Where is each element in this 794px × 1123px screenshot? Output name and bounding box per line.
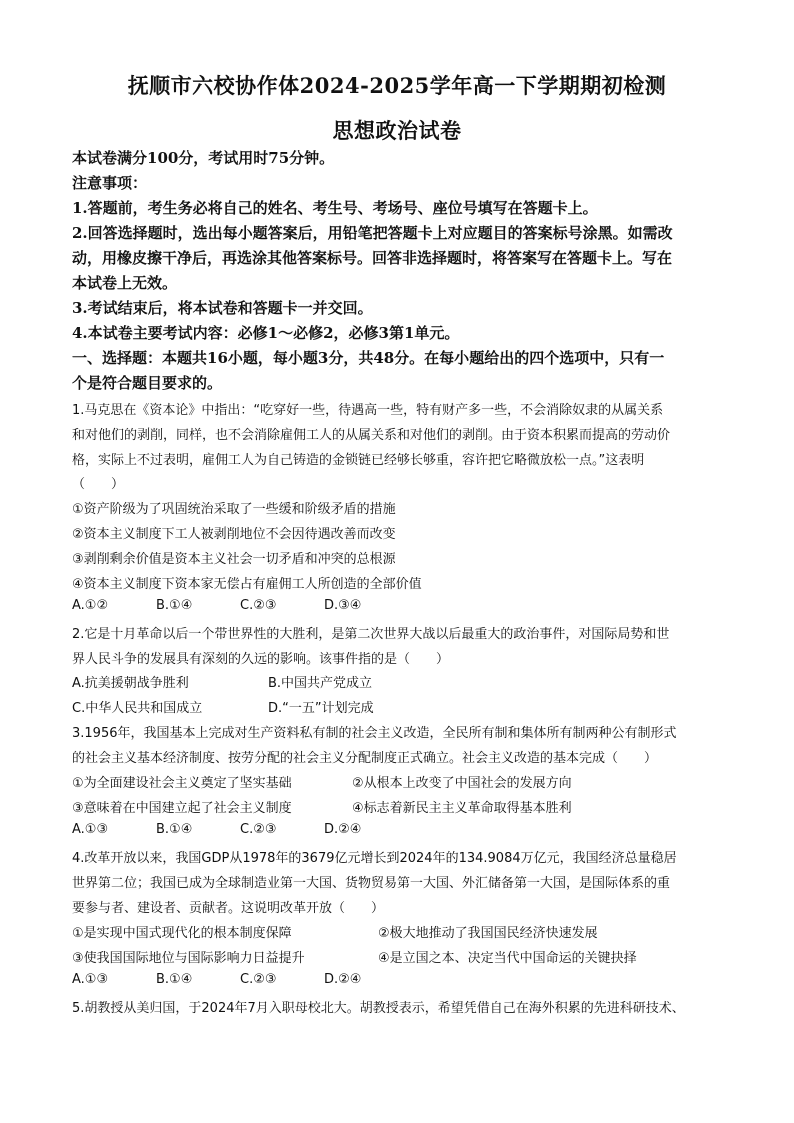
score-info: 本试卷满分100分，考试用时75分钟。 [72, 149, 335, 167]
exam-subtitle: 思想政治试卷 [332, 118, 462, 143]
q3-items-row1 [72, 772, 727, 791]
q3-options [72, 822, 727, 837]
q4-item: ①是实现中国式现代化的根本制度保障 [72, 926, 292, 941]
option-b: B.中国共产党成立 [268, 676, 373, 691]
option-c: C.②③ [240, 598, 277, 613]
q3-item: ③意味着在中国建立起了社会主义制度 [72, 801, 292, 816]
q1-item: ④资本主义制度下资本家无偿占有雇佣工人所创造的全部价值 [72, 577, 422, 592]
q4-item: ④是立国之本、决定当代中国命运的关键抉择 [378, 951, 637, 966]
notice-item-2: 2.回答选择题时，选出每小题答案后，用铅笔把答题卡上对应题目的答案标号涂黑。如需改 [72, 224, 673, 242]
notice-item-2-cont: 本试卷上无效。 [72, 274, 178, 292]
option-a: A.①③ [72, 972, 109, 987]
option-b: B.①④ [156, 972, 193, 987]
notice-item-3: 3.考试结束后，将本试卷和答题卡一并交回。 [72, 299, 373, 317]
q4-stem: 要参与者、建设者、贡献者。这说明改革开放（ ） [72, 901, 385, 916]
q1-stem: 1.马克思在《资本论》中指出：“吃穿好一些，待遇高一些，特有财产多一些，不会消除奴隶的从属关系 [72, 403, 664, 418]
q4-items-row2 [72, 947, 727, 966]
notice-heading: 注意事项： [72, 174, 148, 192]
option-d: D.③④ [324, 598, 362, 613]
option-a: A.抗美援朝战争胜利 [72, 676, 189, 691]
q2-stem: 界人民斗争的发展具有深刻的久远的影响。该事件指的是（ ） [72, 652, 450, 667]
q4-item: ②极大地推动了我国国民经济快速发展 [378, 926, 598, 941]
option-d: D.②④ [324, 822, 362, 837]
q1-item: ①资产阶级为了巩固统治采取了一些缓和阶级矛盾的措施 [72, 502, 396, 517]
notice-item-2-cont: 动，用橡皮擦干净后，再选涂其他答案标号。回答非选择题时，将答案写在答题卡上。写在 [72, 249, 673, 267]
exam-title: 抚顺市六校协作体2024-2025学年高一下学期期初检测 [127, 73, 667, 98]
q4-item: ③使我国国际地位与国际影响力日益提升 [72, 951, 305, 966]
option-c: C.中华人民共和国成立 [72, 701, 203, 716]
q3-stem: 的社会主义基本经济制度、按劳分配的社会主义分配制度正式确立。社会主义改造的基本完成（ ） [72, 751, 658, 766]
q5-stem: 5.胡教授从美归国，于2024年7月入职母校北大。胡教授表示，希望凭借自己在海外积累的先进科研技术、 [72, 1001, 685, 1016]
option-d: D.“一五”计划完成 [268, 701, 374, 716]
q1-stem: 格，实际上不过表明，雇佣工人为自己铸造的金锁链已经够长够重，容许把它略微放松一点。”这表明 [72, 453, 645, 468]
q4-items-row1 [72, 922, 727, 941]
q4-stem: 4.改革开放以来，我国GDP从1978年的3679亿元增长到2024年的134.9084万亿元，我国经济总量稳居 [72, 851, 677, 866]
option-c: C.②③ [240, 972, 277, 987]
option-a: A.①③ [72, 822, 109, 837]
option-b: B.①④ [156, 822, 193, 837]
q1-options [72, 598, 727, 613]
q2-options-row2 [72, 697, 727, 716]
q1-item: ②资本主义制度下工人被剥削地位不会因待遇改善而改变 [72, 527, 396, 542]
section-heading: 一、选择题：本题共16小题，每小题3分，共48分。在每小题给出的四个选项中，只有一 [72, 349, 665, 367]
notice-item-4: 4.本试卷主要考试内容：必修1～必修2，必修3第1单元。 [72, 324, 460, 342]
q1-stem: 和对他们的剥削，同样，也不会消除雇佣工人的从属关系和对他们的剥削。由于资本积累而提高的劳动价 [72, 428, 671, 443]
notice-item-1: 1.答题前，考生务必将自己的姓名、考生号、考场号、座位号填写在答题卡上。 [72, 199, 598, 217]
option-b: B.①④ [156, 598, 193, 613]
option-a: A.①② [72, 598, 109, 613]
option-d: D.②④ [324, 972, 362, 987]
q3-item: ①为全面建设社会主义奠定了坚实基础 [72, 776, 292, 791]
q2-stem: 2.它是十月革命以后一个带世界性的大胜利，是第二次世界大战以后最重大的政治事件，对国际局势和世 [72, 627, 670, 642]
q1-item: ③剥削剩余价值是资本主义社会一切矛盾和冲突的总根源 [72, 552, 396, 567]
q4-stem: 世界第二位；我国已成为全球制造业第一大国、货物贸易第一大国、外汇储备第一大国，是国际体系的重 [72, 876, 671, 891]
q3-stem: 3.1956年，我国基本上完成对生产资料私有制的社会主义改造，全民所有制和集体所有制两种公有制形式 [72, 726, 677, 741]
q4-options [72, 972, 727, 987]
option-c: C.②③ [240, 822, 277, 837]
q3-items-row2 [72, 797, 727, 816]
section-heading-cont: 个是符合题目要求的。 [72, 374, 223, 392]
q1-stem: （ ） [72, 477, 125, 492]
q3-item: ④标志着新民主主义革命取得基本胜利 [352, 801, 572, 816]
q2-options-row1 [72, 672, 727, 691]
q3-item: ②从根本上改变了中国社会的发展方向 [352, 776, 572, 791]
